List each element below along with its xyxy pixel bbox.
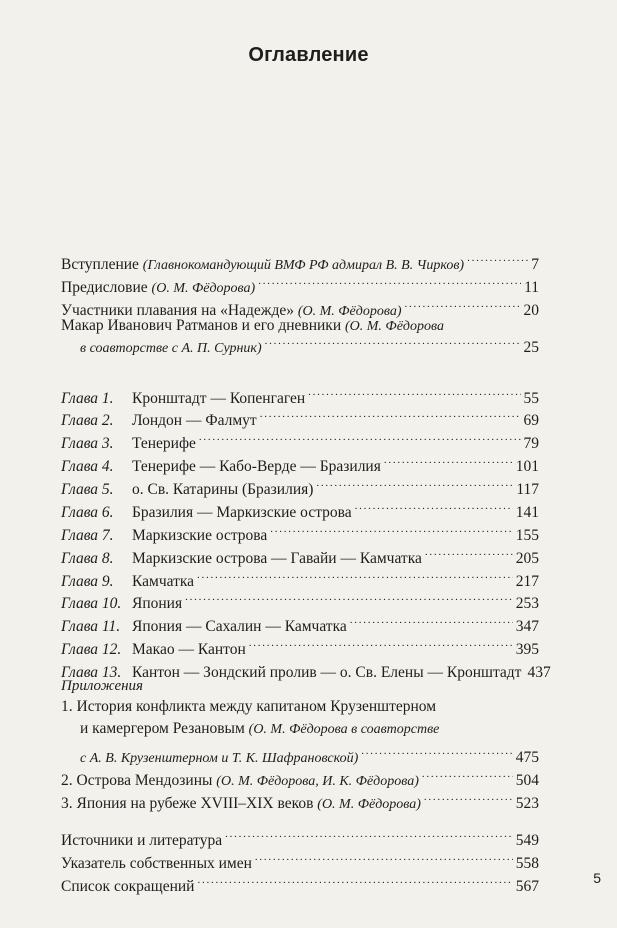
toc-chapter[interactable]: [61, 495, 539, 521]
toc-entry-sources[interactable]: [61, 823, 539, 849]
appendix-item-1-line2[interactable]: [80, 718, 439, 741]
entry-author: (О. М. Фёдорова в соавторстве: [248, 722, 440, 737]
chapter-title: Маркизские острова — Гавайи — Камчатка: [132, 550, 422, 567]
entry-label: Предисловие: [61, 279, 148, 296]
leader-dots: [225, 823, 513, 845]
entry-page: 101: [515, 458, 539, 475]
entry-label: и камергером Резановым: [80, 720, 249, 737]
toc-chapter[interactable]: [61, 541, 539, 567]
toc-entry-abbreviations[interactable]: [61, 869, 539, 895]
entry-page: 217: [515, 573, 539, 590]
chapter-title: Макао — Кантон: [132, 641, 246, 658]
appendix-item-3[interactable]: [61, 786, 539, 812]
appendix-item-2[interactable]: [61, 763, 539, 789]
appendix-item-1-line1[interactable]: 1. История конфликта между капитаном Крузенштерном: [61, 698, 437, 715]
chapter-number: Глава 12.: [61, 641, 122, 658]
leader-dots: [270, 518, 512, 540]
chapter-title: Бразилия — Маркизские острова: [132, 504, 352, 521]
entry-label: Указатель собственных имен: [61, 855, 252, 872]
entry-label: Макар Иванович Ратманов и его дневники: [61, 317, 342, 334]
entry-author: с А. В. Крузенштерном и Т. К. Шафрановской): [80, 751, 359, 766]
entry-author: (О. М. Фёдорова, И. К. Фёдорова): [216, 774, 419, 789]
toc-chapter[interactable]: [61, 403, 539, 429]
toc-chapter[interactable]: [61, 426, 539, 452]
toc-entry-ratmanov[interactable]: [61, 308, 539, 334]
entry-label: Вступление: [61, 256, 139, 273]
entry-page: 567: [515, 878, 539, 895]
leader-dots: [425, 541, 513, 563]
chapter-number: Глава 5.: [61, 481, 114, 498]
entry-page: 558: [515, 855, 539, 872]
chapter-title: Япония: [132, 595, 183, 612]
chapter-number: Глава 7.: [61, 527, 114, 544]
entry-page: 79: [523, 435, 539, 452]
leader-dots: [467, 247, 528, 269]
entry-author: (О. М. Фёдорова: [345, 319, 444, 334]
entry-label: Источники и литература: [61, 832, 223, 849]
entry-page: 347: [515, 618, 539, 635]
entry-author: (О. М. Фёдорова): [317, 797, 421, 812]
toc-chapter[interactable]: [61, 609, 539, 635]
entry-page: 141: [515, 504, 539, 521]
entry-label: 3. Япония на рубеже XVIII–XIX веков: [61, 795, 318, 812]
leader-dots: [255, 846, 513, 868]
toc-entry-preface[interactable]: [61, 270, 539, 296]
leader-dots: [316, 472, 513, 494]
chapter-number: Глава 4.: [61, 458, 114, 475]
leader-dots: [308, 381, 520, 403]
toc-entry-intro[interactable]: [61, 247, 539, 273]
entry-author: (Главнокомандующий ВМФ РФ адмирал В. В. Чирков): [142, 258, 465, 273]
chapter-number: Глава 1.: [61, 390, 114, 407]
page-number: 5: [593, 870, 601, 886]
leader-dots: [258, 270, 521, 292]
leader-dots: [384, 449, 513, 471]
toc-chapter[interactable]: [61, 632, 539, 658]
leader-dots: [199, 426, 521, 448]
leader-dots: [361, 740, 512, 762]
toc-chapter[interactable]: [61, 381, 539, 407]
appendix-item-1-line3[interactable]: [80, 740, 539, 766]
entry-page: 11: [524, 279, 539, 296]
toc-entry-index[interactable]: [61, 846, 539, 872]
toc-chapter[interactable]: [61, 655, 551, 681]
leader-dots: [197, 564, 513, 586]
leader-dots: [249, 632, 513, 654]
entry-page: 523: [515, 795, 539, 812]
entry-page: 25: [523, 339, 539, 356]
entry-page: 504: [515, 772, 539, 789]
entry-page: 117: [516, 481, 539, 498]
chapter-title: Япония — Сахалин — Камчатка: [132, 618, 347, 635]
page-title: Оглавление: [248, 44, 369, 66]
entry-author: (О. М. Фёдорова): [151, 281, 256, 296]
entry-page: 437: [527, 664, 551, 681]
chapter-title: Камчатка: [132, 573, 195, 590]
entry-page: 7: [531, 256, 539, 273]
leader-dots: [197, 869, 512, 891]
chapter-number: Глава 10.: [61, 595, 122, 612]
entry-label: Участники плавания на «Надежде»: [61, 302, 294, 319]
toc-chapter[interactable]: [61, 449, 539, 475]
toc-chapter[interactable]: [61, 472, 539, 498]
entry-page: 395: [515, 641, 539, 658]
leader-dots: [260, 403, 521, 425]
leader-dots: [350, 609, 513, 631]
chapter-number: Глава 11.: [61, 618, 121, 635]
leader-dots: [422, 763, 513, 785]
leader-dots: [424, 786, 513, 808]
chapter-number: Глава 2.: [61, 412, 114, 429]
entry-label: 2. Острова Мендозины: [61, 772, 217, 789]
entry-page: 253: [515, 595, 539, 612]
appendix-heading: Приложения: [61, 678, 144, 694]
toc-chapter[interactable]: [61, 586, 539, 612]
entry-author: (О. М. Фёдорова): [297, 304, 402, 319]
chapter-title: Кронштадт — Копенгаген: [132, 390, 306, 407]
chapter-number: Глава 8.: [61, 550, 114, 567]
entry-page: 475: [515, 749, 539, 766]
entry-page: 55: [523, 390, 539, 407]
chapter-title: Кантон — Зондский пролив — о. Св. Елены — Кронштадт: [132, 664, 522, 681]
chapter-number: Глава 13.: [61, 664, 122, 681]
chapter-number: Глава 9.: [61, 573, 114, 590]
leader-dots: [355, 495, 513, 517]
entry-page: 205: [515, 550, 539, 567]
chapter-title: Тенерифе: [132, 435, 196, 452]
entry-page: 69: [523, 412, 539, 429]
entry-page: 155: [515, 527, 539, 544]
chapter-number: Глава 3.: [61, 435, 114, 452]
entry-page: 20: [523, 302, 539, 319]
entry-label: Список сокращений: [61, 878, 195, 895]
toc-chapter[interactable]: [61, 518, 539, 544]
leader-dots: [185, 586, 513, 608]
toc-entry-ratmanov-cont[interactable]: [80, 330, 539, 356]
entry-page: 549: [515, 832, 539, 849]
chapter-title: Тенерифе — Кабо-Верде — Бразилия: [132, 458, 381, 475]
entry-author: в соавторстве с А. П. Сурник): [80, 341, 262, 356]
chapter-title: Маркизские острова: [132, 527, 268, 544]
chapter-number: Глава 6.: [61, 504, 114, 521]
leader-dots: [265, 330, 521, 352]
chapter-title: о. Св. Катарины (Бразилия): [132, 481, 314, 498]
toc-chapter[interactable]: [61, 564, 539, 590]
chapter-title: Лондон — Фалмут: [132, 412, 257, 429]
